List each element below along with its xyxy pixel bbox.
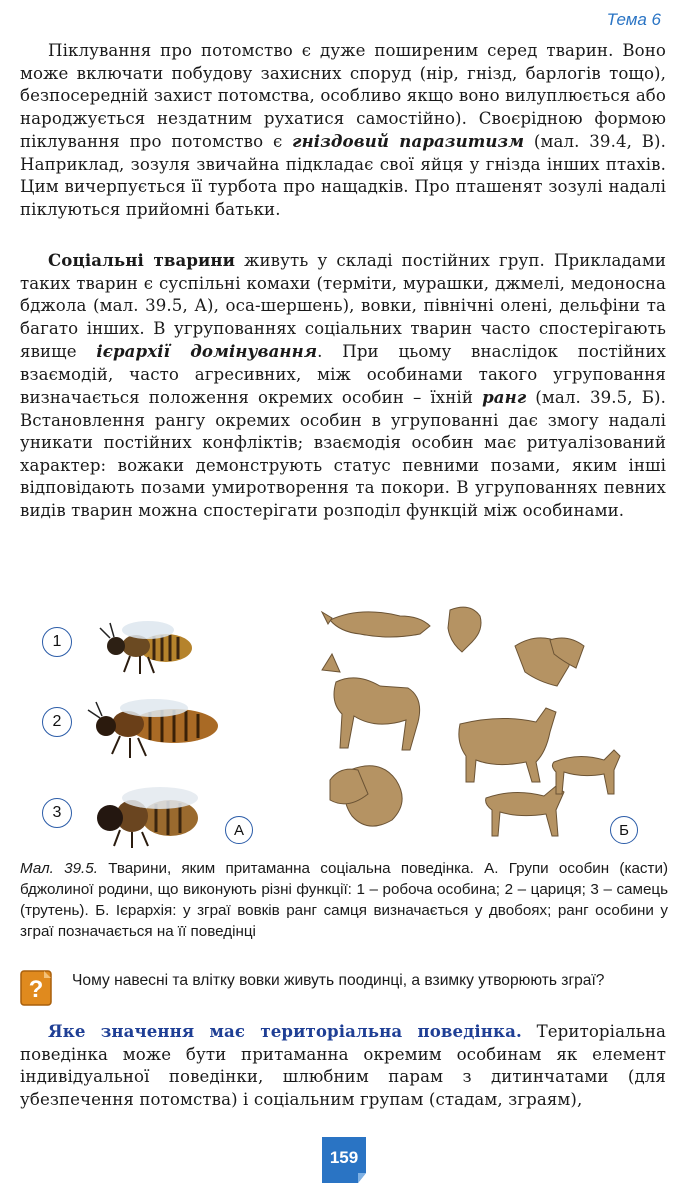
- p3-text: Територіальна поведінка може бути притаманна окремим особинам як елемент індивідуальної поведінки, шлюбним парам з дитинчатами (для убезпечення потомства) і соціальним групам (стадам, зграям),: [20, 1022, 666, 1109]
- term-social-animals: Соціальні тварини: [48, 250, 236, 270]
- term-dominance-hierarchy: ієрархії домінування: [96, 341, 318, 361]
- p2-text-a: живуть у складі постійних груп. Прикладами таких тварин є суспільні комахи (терміти, мурашки, джмелі, медоносна бджола (мал. 39.5, А), оса-шершень), вовки, північні олені, дельфіни та багато інших. В угрупованнях соціальних тварин часто спостерігають явище: [20, 251, 667, 361]
- page-number-badge: [322, 1137, 366, 1183]
- caption-ref: Мал. 39.5.: [20, 860, 98, 877]
- bee-label-3: 3: [42, 798, 72, 828]
- wolf-pack-illustration: [310, 590, 640, 850]
- term-nest-parasitism: гніздовий паразитизм: [292, 131, 525, 151]
- p2-text-c: (мал. 39.5, Б). Встановлення рангу окремих особин в угрупованні дає змогу надалі уникати постійних конфліктів; взаємодія особин має ритуалізований характер: вожаки демонструють статус певними позами, яким інші відповідають позами умиротворення та покори. В угрупованнях певних видів тварин можна спостерігати розподіл функцій між особинами.: [20, 388, 666, 520]
- queen-bee-illustration: [76, 688, 226, 763]
- bee-label-2: 2: [42, 707, 72, 737]
- question-block: [20, 968, 668, 1014]
- question-mark-icon: [20, 970, 52, 1006]
- figure-39-5: [20, 590, 670, 850]
- paragraph-territorial: [20, 1020, 666, 1111]
- drone-bee-illustration: [90, 778, 210, 853]
- p1-text-a: Піклування про потомство є дуже поширеним серед тварин. Воно може включати побудову захисних споруд (нір, гнізд, барлогів тощо), безпосередній захист потомства, особливо якщо воно вилуплюється або народжується нездатним рухатися самостійно). Своєрідною формою піклування про потомство є: [20, 41, 666, 151]
- svg-text:?: ?: [28, 976, 44, 1003]
- term-rank: ранг: [482, 387, 527, 407]
- p2-text-b: . При цьому внаслідок постійних взаємодій, часто агресивних, між особинами такого угруповання визначається положення окремих особин – їхній: [20, 342, 666, 407]
- bee-label-1: 1: [42, 627, 72, 657]
- caption-text: Тварини, яким притаманна соціальна поведінка. А. Групи особин (касти) бджолиної родини, що виконують різні функції: 1 – робоча особина; 2 – цариця; 3 – самець (трутень). Б. Ієрархія: у зграї вовків ранг самця визначається у двобоях; ранг особини у зграї позначається на її поведінці: [20, 860, 668, 940]
- paragraph-parental-care: [20, 40, 666, 221]
- paragraph-social-animals: [20, 249, 666, 522]
- page-number: 159: [329, 1148, 359, 1167]
- worker-bee-illustration: [96, 610, 196, 680]
- topic-header: Тема 6: [606, 10, 661, 29]
- p1-text-b: (мал. 39.4, В). Наприклад, зозуля звичайна підкладає свої яйця у гнізда інших птахів. Цим вичерпується її турбота про нащадків. Про пташенят зозулі надалі піклуються прийомні батьки.: [20, 132, 666, 219]
- section-heading-territorial: Яке значення має територіальна поведінка.: [48, 1021, 522, 1041]
- question-text: Чому навесні та влітку вовки живуть поодинці, а взимку утворюють зграї?: [72, 972, 605, 989]
- panel-label-b: Б: [610, 816, 638, 844]
- figure-caption: [20, 858, 668, 942]
- panel-label-a: А: [225, 816, 253, 844]
